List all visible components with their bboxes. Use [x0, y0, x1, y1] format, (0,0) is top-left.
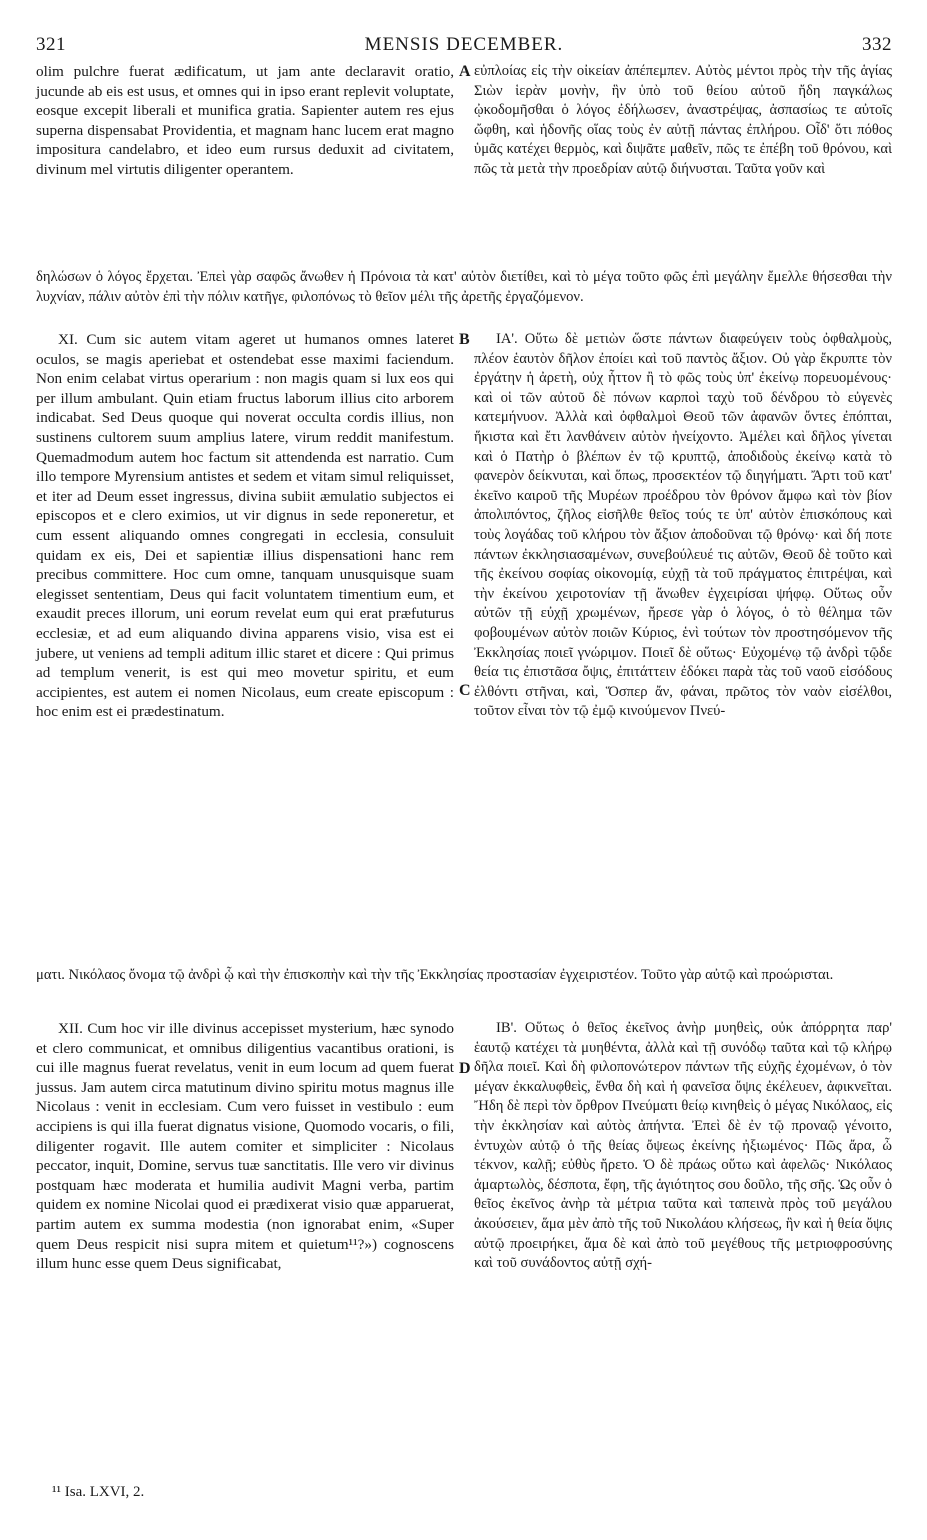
latin-paragraph-1: olim pulchre fuerat ædificatum, ut jam ante declaravit oratio, jucunde ab eis est usus, et omnes qui in ipso erant replevit voluptate, eosque excepit liberali et munifica gratia. Sapienter autem res ejus superna dispensabat Providentia, et magnam hanc lucem erat magno impositura candelabro, et ideo eum rursus deduxit ad civitatem, divinum mel virtutis diligenter operantem.: [36, 63, 454, 178]
latin-column-block-3: [36, 1019, 454, 1274]
margin-marker-d: D: [459, 1060, 471, 1077]
margin-marker-b: B: [459, 331, 470, 348]
latin-column-block-2: [36, 330, 454, 722]
latin-paragraph-xii: XII. Cum hoc vir ille divinus accepisset mysterium, hæc synodo et clero communicat, et omnibus diligentius vacantibus orationi, is cui ille magnus fuerat revelatus, venit in eum locum ad quem fuerat jussus. Jam autem circa matutinum divino spiritu motus magnus ille Nicolaus : venit in ecclesiam. Cum vero fuisset in vestibulo : eum accipiens is qui illa fuerat dignatus visione, Quomodo vocaris, o fili, diligenter rogavit. Ille autem comiter et simpliciter : Nicolaus peccator, inquit, Domine, servus tuæ sanctitatis. Ille vero vir divinus postquam hæc moderata et humilia audivit Magni verba, partim quidem ex nomine Nicolai quod ei prædixerat visio quæ apparuerat, partim autem ex summa modestia (non ignorabat enim, «Super quem Deus respicit nisi supra mitem et quietum¹¹?») cognoscens illum hunc esse quem Deus significabat,: [36, 1020, 454, 1273]
margin-marker-c: C: [459, 682, 471, 699]
running-title: MENSIS DECEMBER.: [364, 34, 564, 55]
greek-column-block-3: [474, 1019, 892, 1274]
greek-fullwidth-paragraph-2: ματι. Νικόλαος ὄνομα τῷ ἀνδρὶ ᾧ καὶ τὴν ἐπισκοπὴν καὶ τὴν τῆς Ἐκκλησίας προστασίαν ἐγχειριστέον. Τοῦτο γὰρ αὐτῷ καὶ προώρισται.: [36, 967, 834, 983]
greek-paragraph-1: εὐπλοίας εἰς τὴν οἰκείαν ἀπέπεμπεν. Αὐτὸς μέντοι πρὸς τὴν τῆς ἁγίας Σιὼν ἱερὰν μονὴν, ἣν ὑπὸ τοῦ θείου αὐτοῦ ἤδη παγκάλως ᾠκοδομῆσθαι ὁ λόγος ἐδήλωσεν, ἀναστρέψας, ἀσπασίως τε αὐτοῖς ὤφθη, καὶ ἡδονῆς οἵας τοὺς ἐν αὐτῇ πάντας ἐπλήρου. Οἶδ' ὅτι πόθος ὑμᾶς κατέχει θερμὸς, καὶ διψᾶτε μαθεῖν, πῶς τε ἐπέβη τοῦ θρόνου, καὶ πῶς τὰ μετὰ τὴν προεδρίαν αὐτῷ διήνυσται. Ταῦτα γοῦν καὶ: [474, 63, 892, 177]
greek-fullwidth-2: [36, 966, 892, 986]
greek-paragraph-ia: ΙΑ'. Οὕτω δὲ μετιὼν ὥστε πάντων διαφεύγειν τοὺς ὀφθαλμοὺς, πλέον ἑαυτὸν δῆλον ἐποίει καὶ τοῦ παντὸς ἄξιον. Οὐ γὰρ ἔκρυπτε τὸν ἐργάτην ἡ ἀρετὴ, οὐχ ἧττον ἢ τὸ φῶς τοὺς ὑπ' ἐκείνῳ πορευομένους· καὶ οἱ τῶν αὐτοῦ δὲ πόνων καρποὶ ταχὺ τοῦ δένδρου τὸ εὐγενὲς κατεμήνυον. Ἀλλὰ καὶ ὀφθαλμοὶ Θεοῦ τῶν ἀφανῶν ὄντες ἐπόπται, ἥκιστα καὶ ἔτι λανθάνειν αὐτὸν ἠνείχοντο. Ἀμέλει καὶ δῆλος γίνεται καὶ ὁ Πατὴρ ὁ βλέπων ἐν τῷ κρυπτῷ, ἀποδιδοὺς ἐκείνῳ κατὰ τὸ φανερὸν δείκνυται, καὶ ὅπως, προσεκτέον τῷ διηγήματι. Ἄρτι τοῦ κατ' ἐκεῖνο καιροῦ τῆς Μυρέων προέδρου τὸν θρόνον ἄμφω καὶ τὸν βίον ἀπολιπόντος, ζῆλος εἰσῆλθε θεῖος τούς τε ὑπ' αὐτὸν ἐπισκόπους καὶ τοὺς λογάδας τοῦ κλήρου τὸν ἄξιον ἀποδοῦναι τῷ θρόνῳ· καὶ δή ποτε πάντων ἐκκλησιασαμένων, συνεβούλευέ τις αὐτῶν, Θεοῦ δὲ τοῦτο καὶ τῆς ἐκείνου σοφίας οἰκονομίᾳ, εὐχῇ τὰ τοῦ πράγματος ἐπιτρέψαι, καὶ τὴν ἐκείνου χειροτονίαν τῇ ἄνωθεν ἐγχειρίσαι ψήφῳ. Οὕτως οὖν αὐτῶν τῇ εὐχῇ χρωμένων, ἤρεσε γὰρ ὁ λόγος, ὁ τὸ θέλημα τῶν φοβουμένων αὐτὸν ποιῶν Κύριος, ἑνὶ τούτων τὸν προστησόμενον τῆς Ἐκκλησίας ποιεῖ γνώριμον. Ποιεῖ δὲ οὕτως· Εὐχομένῳ τῷ ἀνδρὶ τῷδε θεία τις ἐπιστᾶσα ὄψις, ἐπιτάττειν ἐδόκει παρὰ τὰς τοῦ ναοῦ εἰσόδους ἐλθόντι στῆναι, καὶ, Ὅσπερ ἄν, φάναι, πρῶτος τὸν ναὸν εἰσέλθοι, τοῦτον εἶναι τὸν τῷ ἐμῷ κινούμενον Πνεύ-: [474, 331, 892, 720]
page-number-right: 332: [862, 34, 892, 55]
greek-paragraph-ib: ΙΒ'. Οὕτως ὁ θεῖος ἐκεῖνος ἀνὴρ μυηθεὶς, οὐκ ἀπόρρητα παρ' ἑαυτῷ κατέχει τὰ μυηθέντα, ἀλλὰ καὶ τῇ συνόδῳ ταῦτα καὶ τῷ κλήρῳ δῆλα ποιεῖ. Καὶ δὴ φιλοπονώτερον πάντων τῆς εὐχῆς ἐχομένων, ὁ τὸν μέγαν ἐκκαλυφθεὶς, ἔνθα δὴ καὶ ἡ φανεῖσα ὄψις ἐκέλευεν, ἀφικνεῖται. Ἤδη δὲ περὶ τὸν ὄρθρον Πνεύματι θείῳ κινηθεὶς ὁ μέγας Νικόλαος, εἰς τὴν ἐκκλησίαν καὶ αὐτὸς ἀπήντα. Ἐπεὶ δὲ ἐν τῷ προναῷ γένοιτο, ἐντυχὼν αὐτῷ ὁ τῆς θείας ὄψεως ἐκείνης ἠξιωμένος· Πῶς ἄρα, ὦ τέκνον, καλῇ; εὐθὺς ἤρετο. Ὁ δὲ πράως οὕτω καὶ ἀφελῶς· Νικόλαος ἁμαρτωλὸς, δέσποτα, ἔφη, τῆς ἁγιότητος σου δοῦλο, τῆς σῆς. Ὡς οὖν ὁ θεῖος ἐκεῖνος ἀνὴρ τὰ μέτρια ταῦτα καὶ ταπεινὰ πρὸς τοῦ μεγάλου ἀκούσειεν, ἅμα μὲν ἀπὸ τῆς τοῦ Νικολάου κλήσεως, ἣν καὶ ἡ θεία ὄψις αὐτῷ προειρήκει, ἅμα δὲ καὶ ἀπὸ τοῦ μεγέθους τῆς μετριοφροσύνης καὶ τοῦ συνάδοντος αὐτῇ σχή-: [474, 1020, 892, 1272]
footnote: ¹¹ Isa. LXVI, 2.: [52, 1484, 145, 1500]
page-number-left: 321: [36, 34, 66, 55]
margin-marker-a: A: [459, 63, 471, 80]
greek-fullwidth-1: [36, 268, 892, 307]
latin-column-block-1: [36, 62, 454, 180]
greek-column-block-1: [474, 62, 892, 180]
latin-paragraph-xi: XI. Cum sic autem vitam ageret ut humanos omnes lateret oculos, se magis aperiebat et ostendebat esse maximi faciendum. Non enim celabat virtus operarium : non magis quam si lux eos qui per illum ambulant. Quin etiam fructus laborum illius cito arborem indicabat. Sed Deus quoque qui noverat occulta cordis illius, non sustinens cultorem suum amplius latere, virum reddit manifestum. Quemadmodum autem hoc factum sit attendenda est narratio. Cum illo tempore Myrensium antistes et sedem et vitam simul reliquisset, et iter ad Deum esset ingressus, divina subiit æmulatio subjectos ei episcopos et e clero eximios, ut vir dignus in sede reponeretur, et cum essent aliquando omnes congregati in ecclesia, consuluit quidam ex eis, Dei et sapientiæ illius dispensationi hanc rem precibus committere. Hoc cum omne, tanquam unusquisque suam elegisset sententiam, Deus qui facit voluntatem timentium eum, et exaudit preces illorum, uni eorum revelat eum qui erat præfuturus ecclesiæ, et ad eum aliquando divina apparens visio, visa est ei jubere, ut veniens ad templi aditum illic staret et dicere : Qui primus ad templum venerit, is est qui meo movetur spiritu, et eum accipientes, est autem ei nomen Nicolaus, eum create episcopum : hoc enim est ei prædestinatum.: [36, 331, 454, 721]
greek-fullwidth-paragraph-1: δηλώσων ὁ λόγος ἔρχεται. Ἐπεὶ γὰρ σαφῶς ἄνωθεν ἡ Πρόνοια τὰ κατ' αὐτὸν διετίθει, καὶ τὸ μέγα τοῦτο φῶς ἐπὶ μεγάλην ἔμελλε θήσεσθαι τὴν λυχνίαν, πάλιν αὐτὸν ἐπὶ τὴν πόλιν κατῆγε, φιλοπόνως τὸ θεῖον μέλι τῆς ἀρετῆς ἐργαζόμενον.: [36, 269, 892, 305]
greek-column-block-2: [474, 330, 892, 722]
page-header: [36, 34, 892, 56]
